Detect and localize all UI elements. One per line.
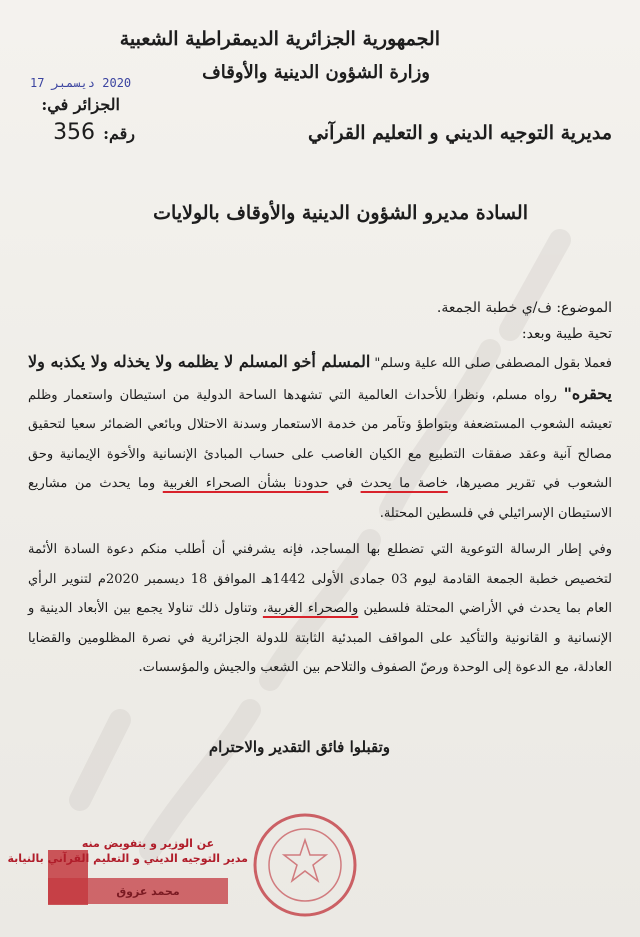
p1-intro: فعملا بقول المصطفى صلى الله علية وسلم" <box>374 356 612 371</box>
signatory-name: محمد عزوق <box>116 885 180 898</box>
signature-line-1: عن الوزير و بتفويض منه <box>81 837 215 850</box>
p1-mid: في <box>335 476 354 491</box>
p2-part-b: وتناول ذلك تناولا يجمع بين الأبعاد الدينية و الإنسانية و القانونية والتأكيد على المواقف المبدئية الثابتة للدولة الجزائرية في نصرة المظلومين والقضايا العادلة، مع الدعوة إلى الوحدة ورصّ الصفوف والتلاحم بين الشعب والجيش والمؤسسات. <box>28 601 612 675</box>
republic-title: الجمهورية الجزائرية الديمقراطية الشعبية <box>119 28 440 50</box>
p1-end: وما يحدث من مشاريع الاستيطان الإسرائيلي في فلسطين المحتلة. <box>28 476 612 521</box>
underlined-phrase-2: حدودنا بشأن الصحراء الغربية <box>162 476 329 491</box>
body-paragraph-2 <box>28 535 612 683</box>
city-label: الجزائر في: <box>41 95 120 114</box>
p1-rest: رواه مسلم، ونظرا للأحداث العالمية التي تشهدها الساحة الدولية من استيطان واستعمار وظلم تعيشه الشعوب المستضعفة وبتواطؤ وتآمر من خدمة الاستعمار وسدنة الاحتلال وبائعي الضمائر سعيا لتحقيق مصالح آنية وعقد صفقات التطبيع مع الكيان الغاصب على حساب المبادئ الإنسانية والأخوة الإيمانية وحق الشعوب في تقرير مصيرها، <box>28 387 612 491</box>
ministry-title: وزارة الشؤون الدينية والأوقاف <box>202 62 430 83</box>
p2-part-a: وفي إطار الرسالة التوعوية التي تضطلع بها المساجد، فإنه يشرفني أن أطلب منكم دعوة السادة الأئمة لتخصيص خطبة الجمعة القادمة ليوم 03 جمادى الأولى 1442هـ الموافق 18 ديسمبر 2020م لتنوير الرأي العام بما يحدث في الأراضي المحتلة فلسطين <box>28 542 612 616</box>
reference <box>53 120 135 145</box>
hadith-quote: المسلم أخو المسلم لا يظلمه ولا يخذله ولا يكذبه ولا يحقره" <box>28 352 612 403</box>
body-paragraph-1 <box>28 347 612 528</box>
signature-line-2: مدير التوجيه الديني و التعليم القرآني بالنيابة <box>7 852 248 865</box>
reference-number: 356 <box>53 120 96 145</box>
reference-label: رقم: <box>103 124 135 143</box>
closing-line: وتقبلوا فائق التقدير والاحترام <box>208 738 390 756</box>
addressee: السادة مديرو الشؤون الدينية والأوقاف بالولايات <box>153 202 528 224</box>
signature-block <box>7 836 248 899</box>
underlined-phrase-1: خاصة ما يحدث <box>360 476 448 491</box>
subject-line: الموضوع: ف/ي خطبة الجمعة. <box>436 300 612 316</box>
greeting: تحية طيبة وبعد: <box>521 326 612 342</box>
date-stamp: 2020 ديسمبر 17 <box>30 76 132 90</box>
official-seal-icon <box>250 810 360 920</box>
department-title: مديرية التوجيه الديني و التعليم القرآني <box>307 122 612 144</box>
underlined-phrase-3: والصحراء الغربية، <box>262 601 359 616</box>
